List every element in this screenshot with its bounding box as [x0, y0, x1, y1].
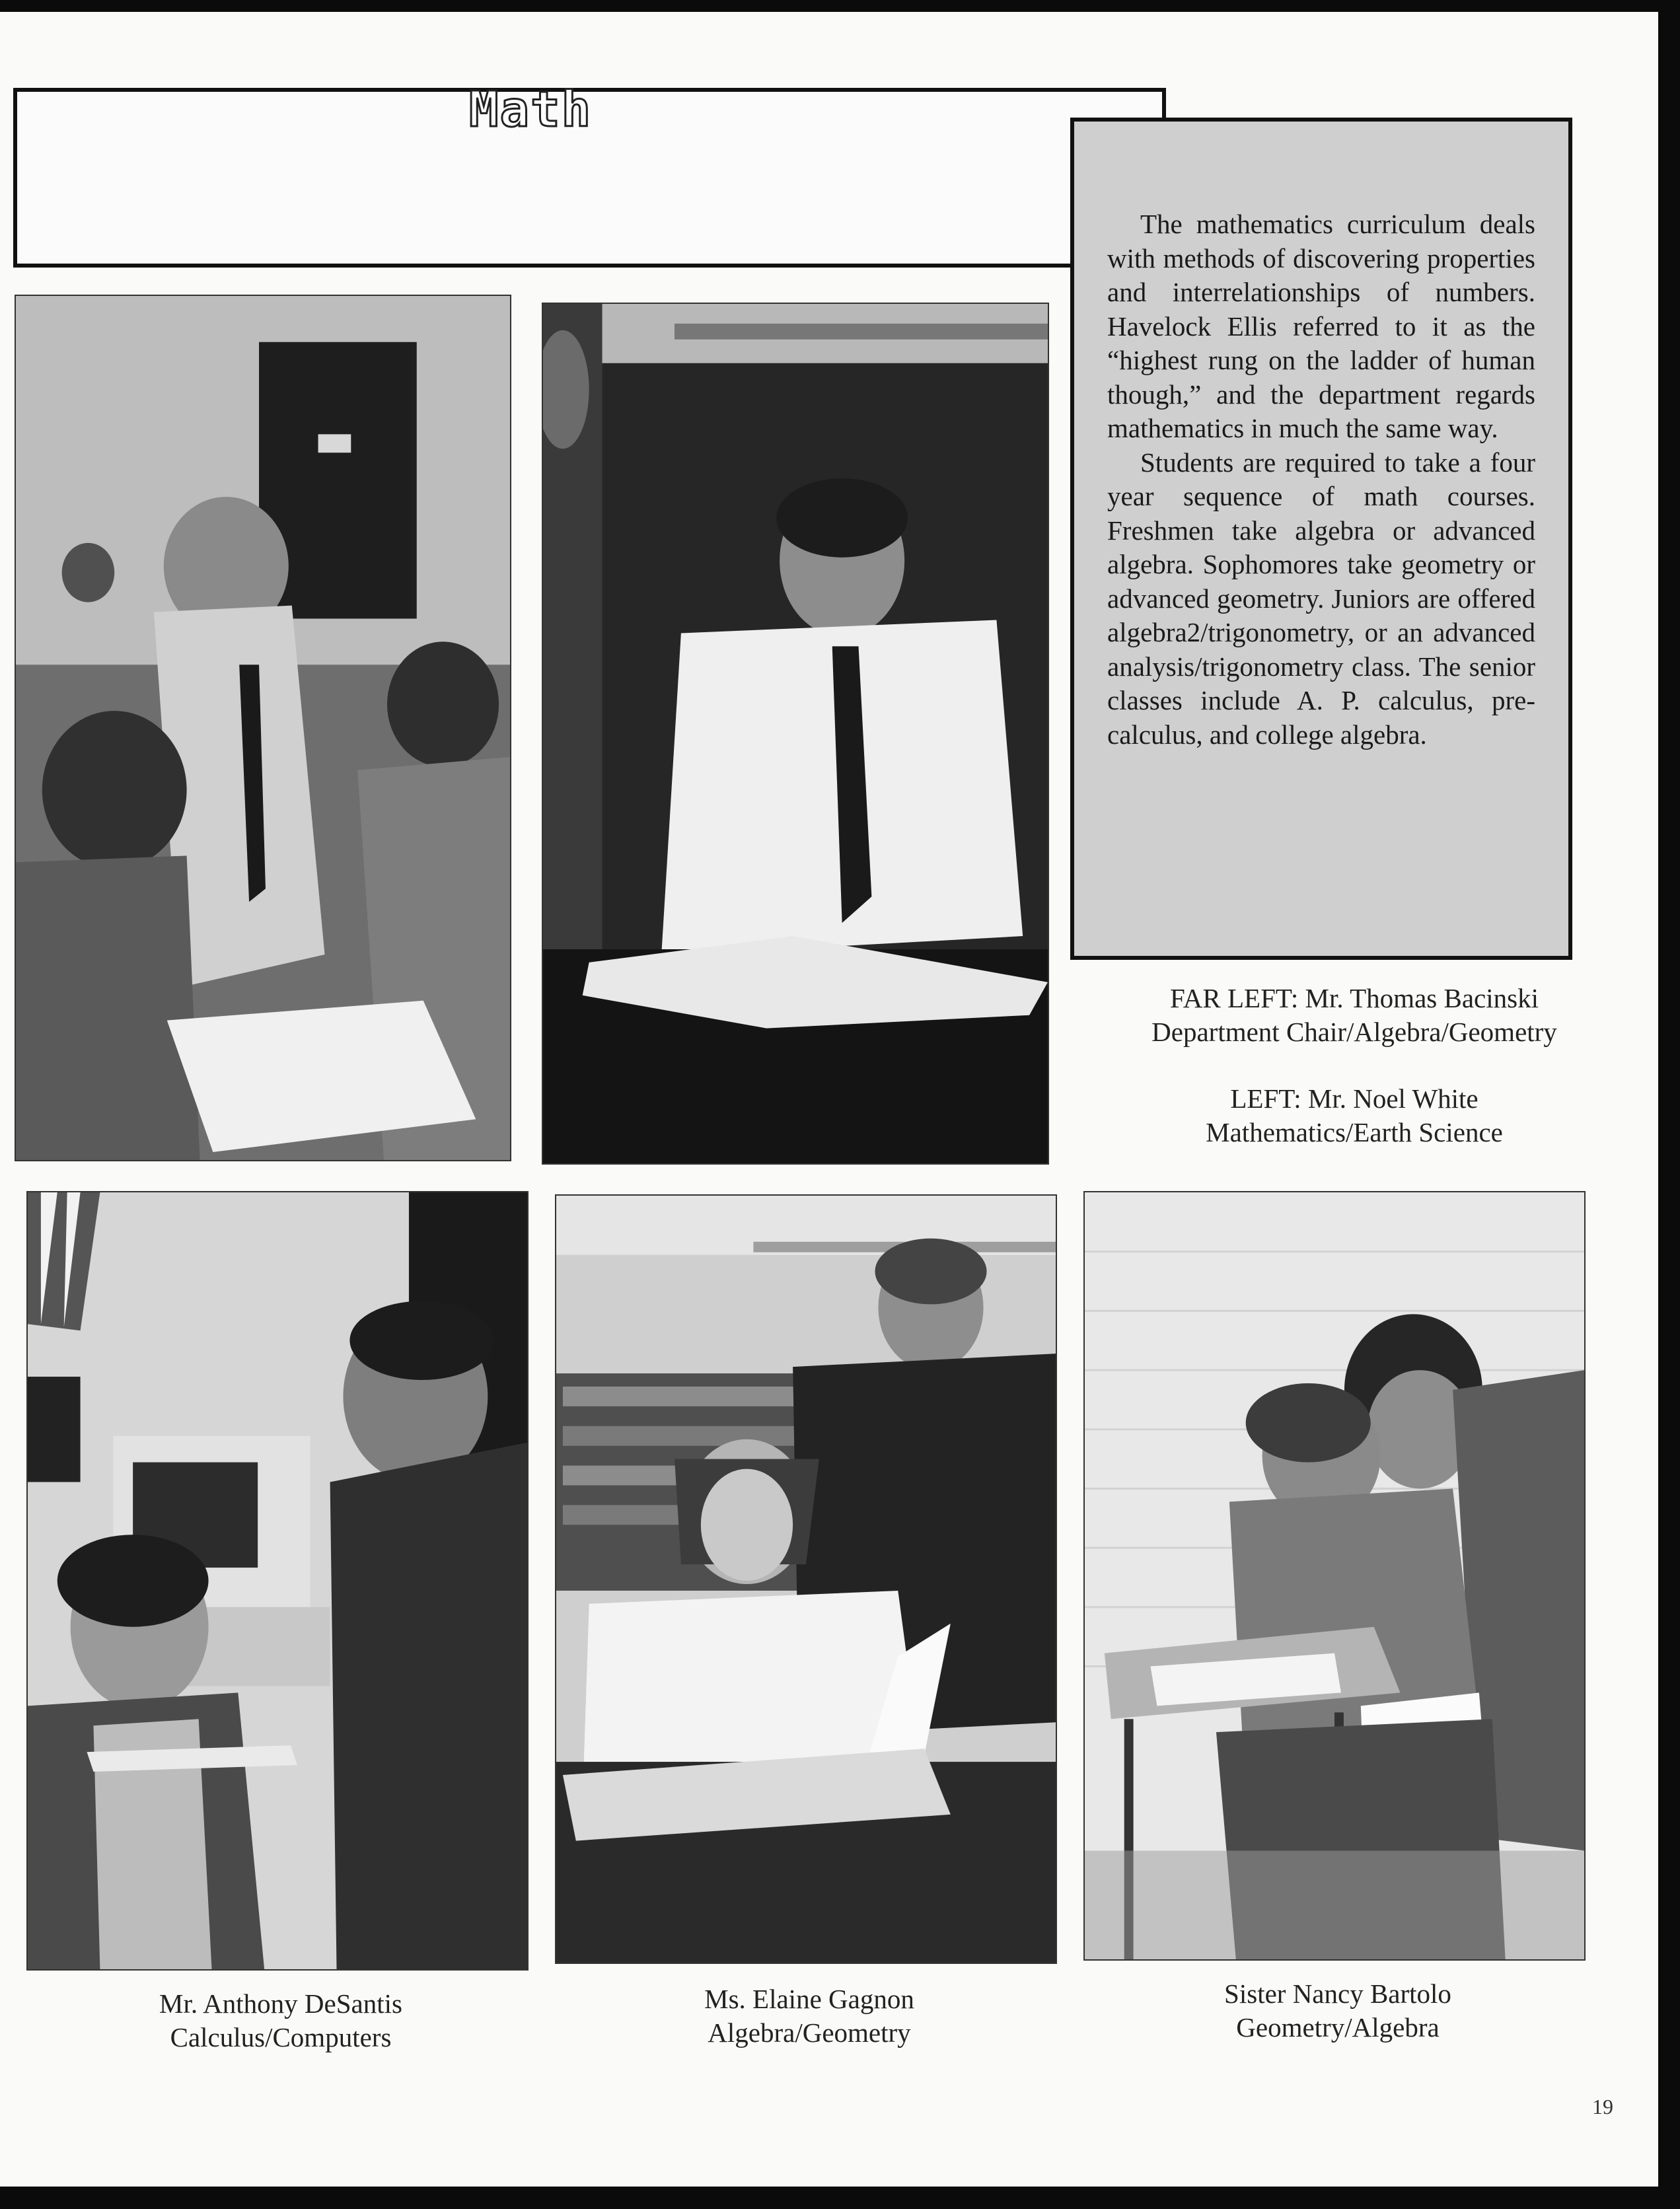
- page-number: 19: [1592, 2095, 1613, 2118]
- caption-gagnon: [542, 1982, 1077, 2050]
- curriculum-description-box: [1070, 118, 1572, 960]
- caption-bartolo: [1070, 1977, 1605, 2045]
- caption-left: [1057, 1082, 1652, 1149]
- photo-bacinski-with-students: [15, 295, 511, 1161]
- caption-desantis-role: Calculus/Computers: [170, 2022, 392, 2052]
- caption-bartolo-role: Geometry/Algebra: [1236, 2012, 1440, 2043]
- photo-bartolo-with-student: [1083, 1191, 1586, 1961]
- caption-far-left-name: FAR LEFT: Mr. Thomas Bacinski: [1170, 983, 1539, 1013]
- caption-left-role: Mathematics/Earth Science: [1206, 1117, 1503, 1147]
- photo-white-at-desk: [542, 303, 1049, 1165]
- intro-paragraph-1: The mathematics curriculum deals with methods of discovering properties and interrelationships of numbers. Havelock Ellis referred to it as the “highest rung on the ladder of human though,” and the department regards mathematics in much the same way.: [1107, 209, 1535, 443]
- caption-gagnon-name: Ms. Elaine Gagnon: [704, 1984, 914, 2014]
- caption-desantis: [13, 1987, 548, 2054]
- caption-far-left: [1057, 982, 1652, 1049]
- caption-far-left-role: Department Chair/Algebra/Geometry: [1151, 1017, 1557, 1047]
- yearbook-page: [0, 12, 1658, 2187]
- intro-paragraph-2: Students are required to take a four year sequence of math courses. Freshmen take algebra or advanced algebra. Sophomores take geometry or advanced geometry. Juniors are offered algebra2/trigonometry, or an advanced analysis/trigonometry class. The senior classes include A. P. calculus, pre-calculus, and college algebra.: [1107, 447, 1535, 750]
- photo-gagnon-library: [555, 1194, 1057, 1964]
- photo-desantis-with-student: [26, 1191, 529, 1971]
- page-title: Math: [469, 81, 593, 138]
- caption-bartolo-name: Sister Nancy Bartolo: [1224, 1978, 1451, 2009]
- caption-gagnon-role: Algebra/Geometry: [708, 2017, 911, 2048]
- caption-left-name: LEFT: Mr. Noel White: [1230, 1083, 1479, 1114]
- caption-desantis-name: Mr. Anthony DeSantis: [159, 1988, 402, 2019]
